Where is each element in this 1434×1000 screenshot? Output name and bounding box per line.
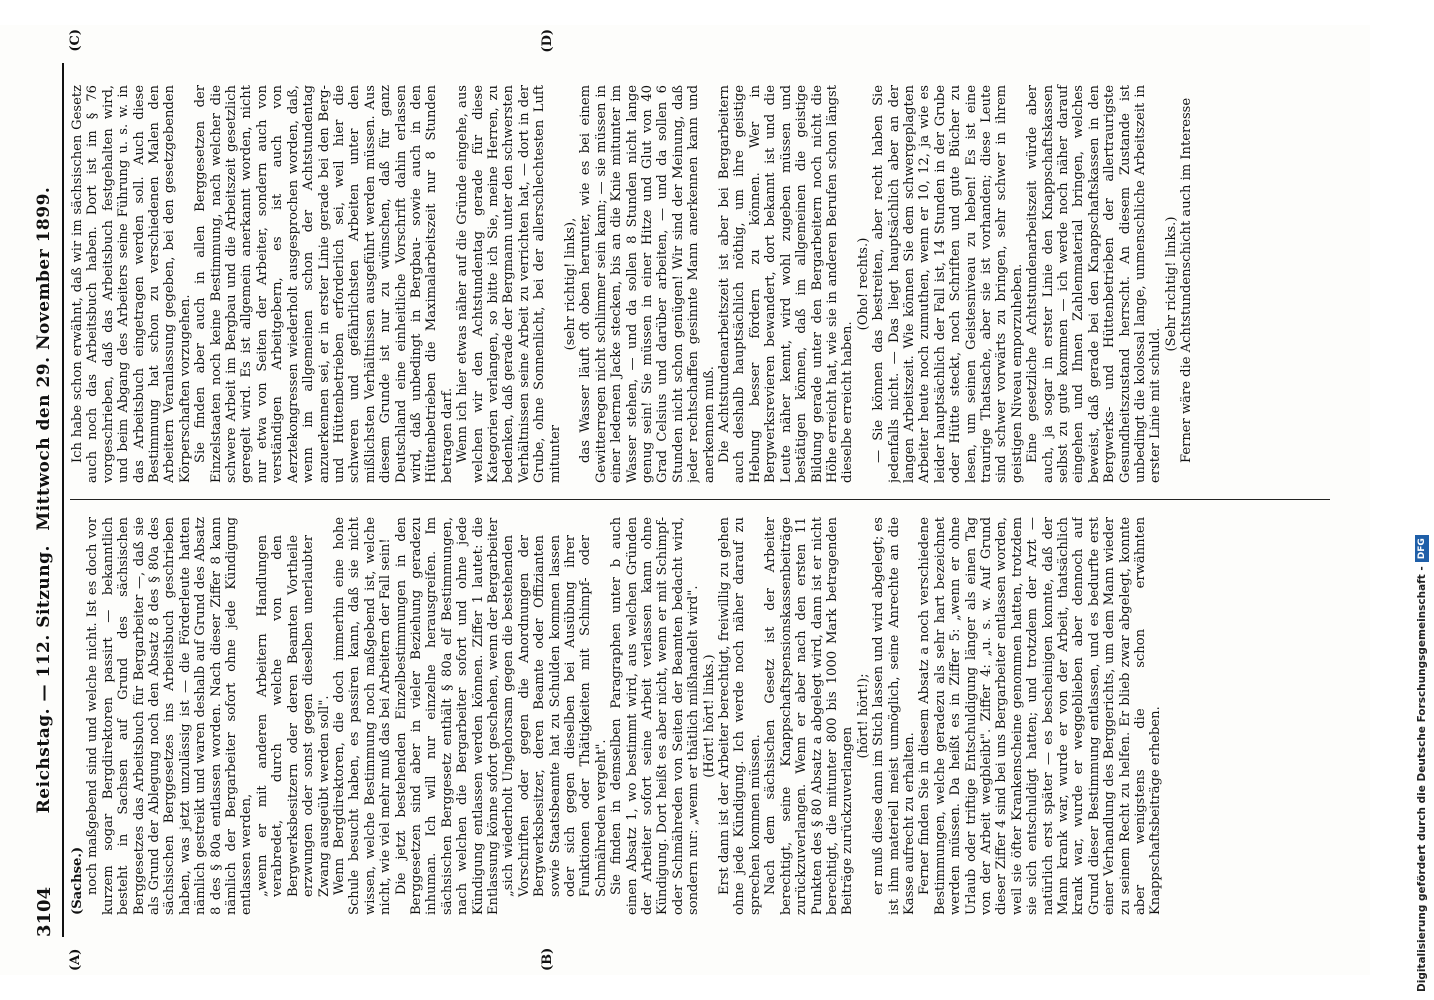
- digitization-notice: [1410, 4, 1430, 994]
- paragraph: Ferner finden Sie in diesem Absatz a noch verschiedene Bestimmungen, welche geradezu als sehr hart bezeichnet werden müssen. Da heißt es in Ziffer 5: „wenn er ohne Urlaub oder triftige Entschuldigung länger als einen Tag von der Arbeit wegbleibt". Ziffer 4: „u. s. w. Auf Grund dieser Ziffer 4 sind bei uns Bergarbeiter entlassen worden, weil sie öfter Krankenscheine genommen hatten, trotzdem sie sich entschuldigt hatten; und trotzdem der Arzt — natürlich erst später — es bescheinigen konnte, daß der Mann krank war, wurde er von der Arbeit, thatsächlich krank war, wurde er weggeblieben aber dennoch auf Grund dieser Bestimmung entlassen, und es bedurfte erst einer Verhandlung des Berggerichts, um dem Mann wieder zu seinem Recht zu helfen. Er blieb zwar abgelegt, konnte aber wenigstens die schon erwähnten Knappschaftsbeiträge erheben.: [917, 517, 1164, 915]
- right-column: [70, 63, 1350, 483]
- speaker-name: (Sachse.): [70, 846, 85, 915]
- dfg-logo: DFG: [1415, 535, 1429, 562]
- paragraph: Wenn Bergdirektoren, die doch immerhin eine hohe Schule besucht haben, es passiren kann, daß sie nicht wissen, welche Bestimmung noch maßgebend ist, welche nicht, wie viel mehr muß das bei Arbeitern der Fall sein!: [331, 517, 394, 915]
- interjection: (sehr richtig! links),: [563, 217, 578, 351]
- margin-marker-a: (A): [68, 948, 83, 971]
- margin-marker-c: (C): [68, 29, 83, 52]
- session-title: Reichstag. — 112. Sitzung.: [34, 545, 54, 814]
- paragraph: — Sie können das bestreiten, aber recht haben Sie jedenfalls nicht. — Das liegt hauptsächlich aber an der langen Arbeitszeit. Wie können Sie dem schwergeplagten Arbeiter heute noch zumuthen, wenn er 10, 12, ja wie es leider hauptsächlich der Fall ist, 14 Stunden in der Grube oder Hütte steckt, noch Schriften und gute Bücher zu lesen, um seinen Geistesniveau zu heben! Es ist eine traurige Thatsache, aber sie ist vorhanden; diese Leute sind schwer vorwärts zu bringen, sehr schwer in ihrem geistigen Niveau emporzuheben.: [871, 85, 1025, 483]
- margin-marker-d: (D): [540, 29, 555, 53]
- paragraph: noch maßgebend sind und welche nicht. Ist es doch vor kurzem sogar Bergdirektoren passirt — bekanntlich besteht in Sachsen auf Grund des sächsischen Berggesetzes das Arbeitsbuch für Bergarbeiter —, daß sie als Grund der Ablegung noch den Absatz 8 des § 80a des sächsischen Berggesetzes ins Arbeitsbuch geschrieben haben, was jetzt unzulässig ist — die Förderleute hatten nämlich gestreikt und waren deshalb auf Grund des Absatz 8 des § 80a entlassen worden. Nach dieser Ziffer 8 kann nämlich der Bergarbeiter sofort ohne jede Kündigung entlassen werden,: [85, 517, 255, 915]
- paragraph: Die Achtstundenarbeitszeit ist aber bei Bergarbeitern auch deshalb hauptsächlich nöthig, um ihre geistige Hebung besser fördern zu können. Wer in Bergwerksrevieren bewandert, dort bekannt ist und die Leute näher kennt, wird wohl zugeben müssen und bestätigen können, daß im allgemeinen die geistige Bildung gerade unter den Bergarbeitern noch nicht die Höhe erreicht hat, wie sie in anderen Berufen schon längst dieselbe erreicht haben.: [717, 85, 856, 483]
- left-column: [70, 517, 1350, 937]
- paragraph: Wenn ich hier etwas näher auf die Gründe eingehe, aus welchen wir den Achtstundentag gerade für diese Kategorien verlangen, so bitte ich Sie, meine Herren, zu bedenken, daß gerade der Bergmann unter den schwersten Verhältnissen seine Arbeit zu verrichten hat, — dort in der Grube, ohne Sonnenlicht, bei der allerschlechtesten Luft mitunter: [455, 85, 563, 483]
- paragraph: Sie finden aber auch in allen Berggesetzen der Einzelstaaten noch keine Bestimmung, nach welcher die schwere Arbeit im Bergbau und die Arbeitszeit gesetzlich geregelt wird. Es ist allgemein anerkannt worden, nicht nur etwa von Seiten der Arbeiter, sondern auch von verständigen Arbeitgebern, es ist auch von Aerztekongressen wiederholt ausgesprochen worden, daß, wenn im allgemeinen schon der Achtstundentag anzuerkennen sei, er in erster Linie gerade bei den Berg- und Hüttenbetrieben erforderlich sei, weil hier die schweren und gefährlichsten Arbeiten unter den mißlichsten Verhältnissen ausgeführt werden müssen. Aus diesem Grunde ist nur zu wünschen, daß für ganz Deutschland eine einheitliche Vorschrift dahin erlassen wird, daß unbedingt in Bergbau- sowie auch in den Hüttenbetrieben die Maximalarbeitszeit nur 8 Stunden betragen darf.: [193, 85, 455, 483]
- margin-marker-b: (B): [540, 947, 555, 971]
- paragraph: Sie finden in demselben Paragraphen unter b auch einen Absatz 1, wo bestimmt wird, aus welchen Gründen der Arbeiter sofort seine Arbeit verlassen kann ohne Kündigung. Dort heißt es aber nicht, wenn er mit Schimpf- oder Schmähreden von Seiten der Beamten bedacht wird, sondern nur: „wenn er thätlich mißhandelt wird".: [609, 517, 702, 915]
- header-title: [34, 63, 54, 937]
- paragraph: Erst dann ist der Arbeiter berechtigt, freiwillig zu gehen ohne jede Kündigung. Ich werde noch näher darauf zu sprechen kommen müssen.: [717, 517, 763, 915]
- text-columns: [70, 63, 1350, 937]
- digitization-text: Digitalisierung gefördert durch die Deutsche Forschungsgemeinschaft -: [1416, 566, 1428, 992]
- paragraph: Eine gesetzliche Achtstundenarbeitszeit würde aber auch, ja sogar in erster Linie den Knappschaftskassen selbst zu gute kommen — ich werde noch näher darauf eingehen und Ihnen Zahlenmaterial bringen, welches beweist, daß gerade bei den Knappschaftskassen in den Bergwerks- und Hüttenbetrieben der allertraurigste Gesundheitszustand herrscht. An diesem Zustande ist unbedingt die kolossal lange, unmenschliche Arbeitszeit in erster Linie mit schuld.: [1025, 85, 1164, 483]
- page-number: 3104: [34, 886, 55, 937]
- paragraph: Nach dem sächsischen Gesetz ist der Arbeiter berechtigt, seine Knappschaftspensionskassenbeiträge zurückzuverlangen. Wenn er aber nach den ersten 11 Punkten des § 80 Absatz a abgelegt wird, dann ist er nicht berechtigt, die mitunter 800 bis 1000 Mark betragenden Beiträge zurückzuverlangen: [763, 517, 856, 915]
- document-page: [0, 25, 1370, 975]
- paragraph: „wenn er mit anderen Arbeitern Handlungen verabredet, durch welche von den Bergwerksbesitzern oder deren Beamten Vortheile erzwungen oder sonst gegen dieselben unerlaubter Zwang ausgeübt werden soll".: [254, 535, 332, 897]
- session-date: Mittwoch den 29. November 1899.: [34, 186, 54, 531]
- interjection: (Hört! hört! links.): [701, 654, 717, 778]
- paragraph: das Wasser läuft oft oben herunter, wie es bei einem Gewitterregen nicht schlimmer sein kann; — sie müssen in einer ledernen Jacke stecken, bis an die Knie mitunter im Wasser stehen, — und da sollen 8 Stunden nicht lange genug sein! Sie müssen in einer Hitze und Glut von 40 Grad Celsius und darüber arbeiten, — und da sollen 6 Stunden nicht schon genügen! Wir sind der Meinung, daß jeder rechtschaffen gesinnte Mann anerkennen kann und anerkennen muß.: [578, 85, 717, 483]
- interjection: (hört! hört!);: [855, 673, 871, 759]
- interjection: (Sehr richtig! links.): [1163, 216, 1179, 352]
- paragraph: Ferner wäre die Achtstundenschicht auch im Interesse: [1179, 97, 1195, 463]
- paragraph: „sich wiederholt Ungehorsam gegen die bestehenden Vorschriften oder gegen die Anordnungen der Bergwerksbesitzer, deren Beamte oder Offizianten sowie Staatsbeamte hat zu Schulden kommen lassen oder sich gegen dieselben bei Ausübung ihrer Funktionen oder Thätigkeiten mit Schimpf- oder Schmähreden vergeht".: [501, 535, 609, 897]
- interjection: (Oho! rechts.): [855, 237, 871, 331]
- paragraph: Ich habe schon erwähnt, daß wir im sächsischen Gesetz auch noch das Arbeitsbuch haben. Dort ist im § 76 vorgeschrieben, daß das Arbeitsbuch festgehalten wird, und beim Abgang des Arbeiters seine Führung u. s. w. in das Arbeitsbuch eingetragen werden soll. Auch diese Bestimmung hat schon zu verschiedenen Malen den Arbeitern Veranlassung gegeben, bei den gesetzgebenden Körperschaften vorzugehen.: [70, 85, 193, 483]
- paragraph: er muß diese dann im Stich lassen und wird abgelegt; es ist ihm materiell meist unmöglich, seine Anrechte an die Kasse aufrecht zu erhalten.: [871, 517, 917, 915]
- running-header: [28, 63, 64, 937]
- paragraph: Die jetzt bestehenden Einzelbestimmungen in den Berggesetzen sind aber in vieler Beziehung geradezu inhuman. Ich will nur einzelne herausgreifen. Im sächsischen Berggesetz enthält § 80a elf Bestimmungen, nach welchen die Bergarbeiter sofort und ohne jede Kündigung entlassen werden können. Ziffer 1 lautet: die Entlassung könne sofort geschehen, wenn der Bergarbeiter: [393, 517, 501, 915]
